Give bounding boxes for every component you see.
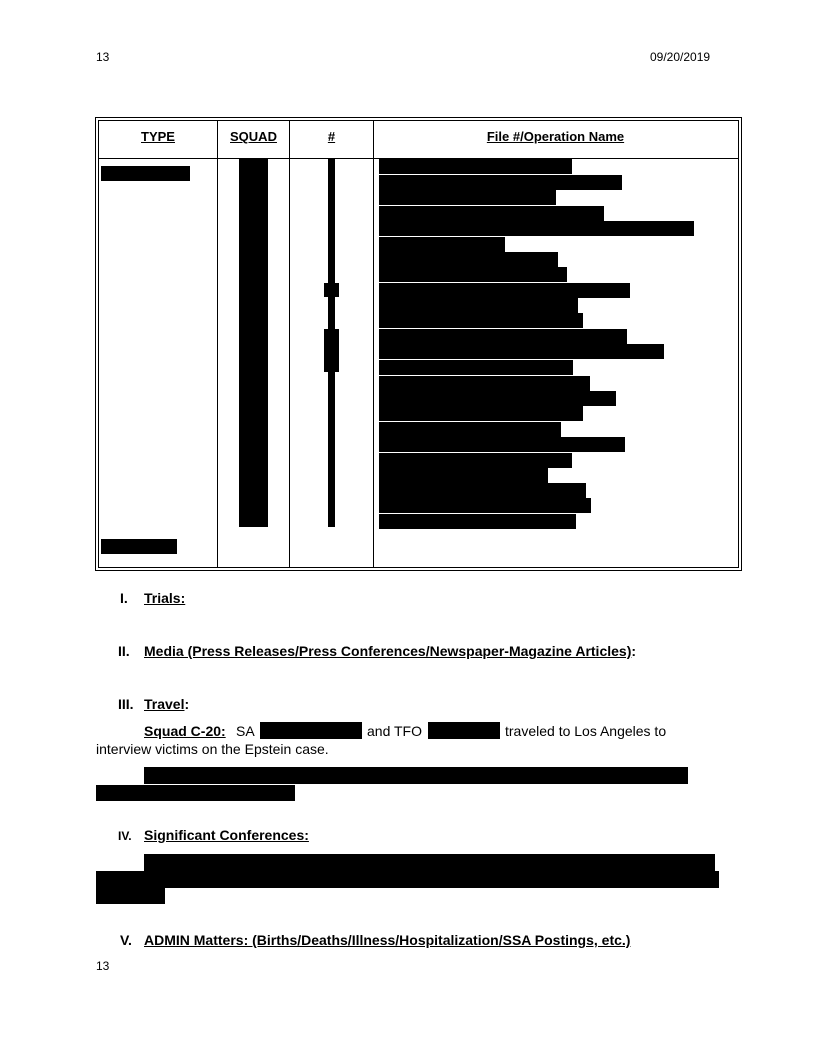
travel-sa: SA	[236, 723, 255, 739]
redaction-paragraph	[144, 854, 715, 871]
redaction-file-row	[379, 267, 567, 282]
section-admin-title	[144, 932, 630, 948]
travel-line-2: interview victims on the Epstein case.	[96, 741, 329, 757]
redaction-paragraph	[96, 888, 165, 904]
section-media-title	[144, 643, 636, 659]
page-number-footer: 13	[96, 959, 110, 973]
redaction-file-row	[379, 360, 573, 375]
section-title-colon: :	[631, 643, 637, 659]
redaction-file-row	[379, 237, 505, 252]
table-header-type: TYPE	[141, 129, 175, 144]
section-title-colon: :	[184, 696, 190, 712]
travel-traveled: traveled to Los Angeles to	[505, 723, 667, 739]
redaction-file-row	[379, 221, 694, 236]
table-header-number: #	[327, 129, 336, 144]
section-conferences-title	[144, 827, 309, 843]
table-column-divider	[217, 121, 218, 567]
table-column-divider	[289, 121, 290, 567]
squad-label: Squad C-20:	[144, 723, 226, 739]
redaction-file-row	[379, 190, 556, 205]
redaction-file-row	[379, 252, 558, 267]
section-title-text: Travel	[144, 696, 185, 712]
section-travel-title	[144, 696, 189, 712]
redaction-file-row	[379, 468, 548, 483]
redaction-file-row	[379, 159, 572, 174]
redaction-file-row	[379, 453, 572, 468]
section-trials-title	[144, 590, 185, 606]
section-title-text: Trials:	[144, 590, 186, 606]
redaction-type	[101, 166, 190, 181]
table-header-file-operation: File #/Operation Name	[486, 129, 625, 144]
redaction-paragraph	[96, 785, 295, 801]
section-admin-numeral: V.	[120, 932, 132, 948]
section-trials-numeral: I.	[120, 590, 128, 606]
redaction-file-row	[379, 406, 583, 421]
page-number-header: 13	[96, 50, 110, 64]
redaction-file-row	[379, 283, 630, 298]
redaction-file-row	[379, 298, 578, 313]
redaction-file-row	[379, 329, 627, 344]
redaction-number-cell	[324, 283, 339, 297]
section-title-text: Media (Press Releases/Press Conferences/Newspaper-Magazine Articles)	[144, 643, 632, 659]
section-media-numeral: II.	[118, 643, 130, 659]
section-title-text: Significant Conferences:	[144, 827, 309, 843]
redaction-file-row	[379, 483, 586, 498]
redaction-file-row	[379, 391, 616, 406]
redaction-file-row	[379, 376, 590, 391]
section-title-text: ADMIN Matters: (Births/Deaths/Illness/Hospitalization/SSA Postings, etc.)	[144, 932, 631, 948]
redaction-name	[428, 722, 500, 739]
section-travel-numeral: III.	[118, 696, 134, 712]
redaction-file-row	[379, 437, 625, 452]
table-column-divider	[373, 121, 374, 567]
redaction-name	[260, 722, 362, 739]
redaction-squad-column	[239, 159, 268, 527]
document-date: 09/20/2019	[650, 50, 711, 64]
redaction-paragraph	[96, 871, 719, 888]
travel-squad-label	[144, 723, 226, 739]
redaction-file-row	[379, 206, 604, 221]
redaction-file-row	[379, 313, 583, 328]
redaction-number-cell	[324, 329, 339, 372]
redaction-file-row	[379, 344, 664, 359]
redaction-file-row	[379, 175, 622, 190]
redaction-type	[101, 539, 177, 554]
redaction-file-row	[379, 422, 561, 437]
redaction-file-row	[379, 498, 591, 513]
table-header-squad: SQUAD	[230, 129, 277, 144]
redaction-file-row	[379, 514, 576, 529]
section-conferences-numeral: IV.	[118, 829, 132, 843]
travel-and-tfo: and TFO	[367, 723, 422, 739]
redaction-paragraph	[144, 767, 688, 784]
